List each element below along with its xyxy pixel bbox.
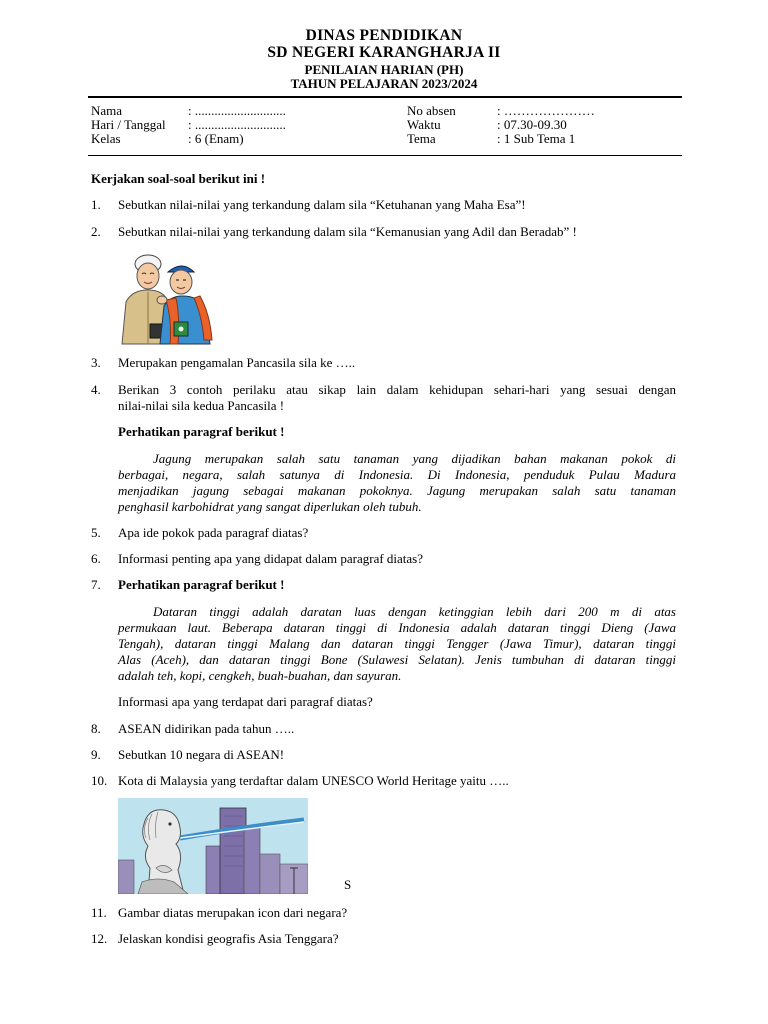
tema-label: Tema	[407, 131, 436, 146]
paragraph1-line-4: penghasil karbohidrat yang sangat diperlukan oleh tubuh.	[118, 499, 422, 514]
q1-number: 1.	[91, 197, 101, 212]
header-line-4: TAHUN PELAJARAN 2023/2024	[290, 76, 478, 91]
paragraph1-line-2: berbagai, negara, salah satunya di Indonesia. Di Indonesia, penduduk Pulau Madura	[118, 467, 676, 482]
paragraph2-line-3: Tengah), dataran tinggi Malang dan dataran tinggi Tengger (Jawa Timur), dataran tinggi	[118, 636, 676, 651]
kelas-value: : 6 (Enam)	[188, 131, 244, 146]
absen-value: : …………………	[497, 103, 595, 118]
q8-number: 8.	[91, 721, 101, 736]
waktu-value: : 07.30-09.30	[497, 117, 567, 132]
q11-number: 11.	[91, 905, 107, 920]
q2-number: 2.	[91, 224, 101, 239]
q10-number: 10.	[91, 773, 108, 788]
q9-text: Sebutkan 10 negara di ASEAN!	[118, 747, 285, 762]
people-illustration	[108, 250, 226, 346]
header-rule-top	[88, 96, 682, 98]
q12-text: Jelaskan kondisi geografis Asia Tenggara?	[118, 931, 339, 946]
instruction: Kerjakan soal-soal berikut ini !	[91, 171, 266, 186]
paragraph1-heading: Perhatikan paragraf berikut !	[118, 424, 285, 439]
q5-text: Apa ide pokok pada paragraf diatas?	[118, 525, 309, 540]
header-rule-bottom	[88, 155, 682, 156]
paragraph1-line-3: menjadikan jagung sebagai makanan pokoknya. Jagung merupakan salah satu tanaman	[118, 483, 676, 498]
q3-text: Merupakan pengamalan Pancasila sila ke …..	[118, 355, 356, 370]
q1-text: Sebutkan nilai-nilai yang terkandung dalam sila “Ketuhanan yang Maha Esa”!	[118, 197, 526, 212]
nama-value: : ............................	[188, 103, 286, 118]
q8-text: ASEAN didirikan pada tahun …..	[118, 721, 295, 736]
q2-text: Sebutkan nilai-nilai yang terkandung dalam sila “Kemanusian yang Adil dan Beradab” !	[118, 224, 577, 239]
tema-value: : 1 Sub Tema 1	[497, 131, 576, 146]
nama-label: Nama	[91, 103, 123, 118]
hari-value: : ............................	[188, 117, 286, 132]
q7-text: Perhatikan paragraf berikut !	[118, 577, 285, 592]
waktu-label: Waktu	[407, 117, 441, 132]
q3-number: 3.	[91, 355, 101, 370]
q4-text-line-1: Berikan 3 contoh perilaku atau sikap lain dalam kehidupan sehari-hari yang sesuai dengan	[118, 382, 676, 397]
stray-letter: S	[344, 877, 352, 892]
paragraph2-line-2: permukaan laut. Beberapa dataran tinggi di Indonesia adalah dataran tinggi Dieng (Jawa	[118, 620, 676, 635]
q5-number: 5.	[91, 525, 101, 540]
header-line-3: PENILAIAN HARIAN (PH)	[304, 62, 464, 77]
q6-number: 6.	[91, 551, 101, 566]
header-line-1: DINAS PENDIDIKAN	[305, 27, 463, 44]
q7-followup: Informasi apa yang terdapat dari paragraf diatas?	[118, 694, 373, 709]
kelas-label: Kelas	[91, 131, 121, 146]
q9-number: 9.	[91, 747, 101, 762]
q10-text: Kota di Malaysia yang terdaftar dalam UNESCO World Heritage yaitu …..	[118, 773, 509, 788]
merlion-illustration	[118, 798, 308, 894]
q7-number: 7.	[91, 577, 101, 592]
q4-text-line-2: nilai-nilai sila kedua Pancasila !	[118, 398, 285, 413]
hari-label: Hari / Tanggal	[91, 117, 166, 132]
q11-text: Gambar diatas merupakan icon dari negara?	[118, 905, 348, 920]
q4-number: 4.	[91, 382, 101, 397]
q12-number: 12.	[91, 931, 108, 946]
q6-text: Informasi penting apa yang didapat dalam paragraf diatas?	[118, 551, 424, 566]
paragraph1-line-1: Jagung merupakan salah satu tanaman yang dijadikan bahan makanan pokok di	[153, 451, 676, 466]
header-line-2: SD NEGERI KARANGHARJA II	[267, 44, 501, 61]
absen-label: No absen	[407, 103, 456, 118]
paragraph2-line-5: adalah teh, kopi, cengkeh, buah-buahan, dan sayuran.	[118, 668, 402, 683]
paragraph2-line-4: Alas (Aceh), dan dataran tinggi Bone (Sulawesi Selatan). Jenis tumbuhan di dataran tinggi	[118, 652, 676, 667]
paragraph2-line-1: Dataran tinggi adalah daratan luas dengan ketinggian lebih dari 200 m di atas	[153, 604, 676, 619]
